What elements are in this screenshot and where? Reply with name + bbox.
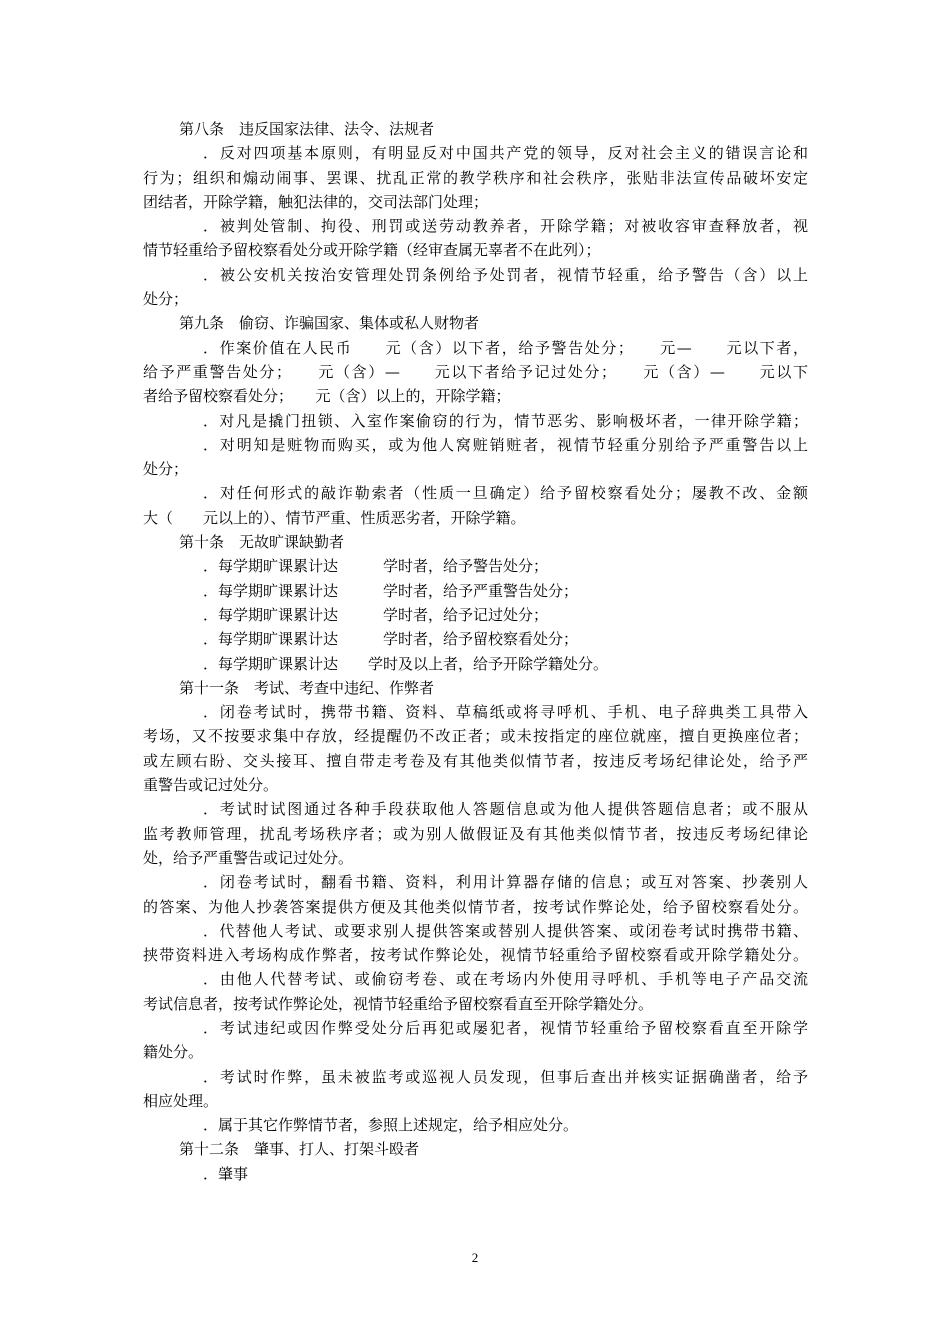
text-line: 重警告或记过处分。 [143,776,279,795]
text-line: ．每学期旷课累计达 学时者，给予严重警告处分； [203,581,579,600]
document-body [143,117,808,1186]
text-line: ．考试时作弊，虽未被监考或巡视人员发现，但事后查出并核实证据确凿者，给予 [203,1067,808,1086]
text-line: 考试信息者，按考试作弊论处，视情节轻重给予留校察看直至开除学籍处分。 [143,994,654,1013]
text-line: ．被公安机关按治安管理处罚条例给予处罚者，视情节轻重，给予警告（含）以上 [203,265,808,284]
text-line: 处分； [143,460,189,479]
text-line: 的答案、为他人抄袭答案提供方便及其他类似情节者，按考试作弊论处，给予留校察看处分。 [143,897,808,916]
article-heading: 第八条 违反国家法律、法令、法规者 [179,120,435,138]
article-heading: 第十二条 肇事、打人、打架斗殴者 [179,1140,420,1159]
text-line: ．考试违纪或因作弊受处分后再犯或屡犯者，视情节轻重给予留校察看直至开除学 [203,1018,808,1037]
text-line: ．属于其它作弊情节者，参照上述规定，给予相应处分。 [203,1116,579,1135]
article-heading: 第九条 偷窃、诈骗国家、集体或私人财物者 [179,314,480,333]
text-line: ．每学期旷课累计达 学时及以上者，给予开除学籍处分。 [203,654,609,673]
text-line: 处，给予严重警告或记过处分。 [143,848,354,867]
text-line: 籍处分。 [143,1043,204,1062]
article-heading: 第十一条 考试、考查中违纪、作弊者 [179,678,435,697]
text-line: ．由他人代替考试、或偷窃考卷、或在考场内外使用寻呼机、手机等电子产品交流 [203,970,808,989]
text-line: ．肇事 [203,1164,249,1183]
text-line: 考场，又不按要求集中存放，经提醒仍不改正者；或未按指定的座位就座，擅自更换座位者； [143,727,808,746]
text-line: ．考试时试图通过各种手段获取他人答题信息或为他人提供答题信息者；或不服从 [203,800,808,819]
text-line: 挟带资料进入考场构成作弊者，按考试作弊论处，视情节轻重给予留校察看或开除学籍处分。 [143,946,808,965]
text-line: ．对凡是撬门扭锁、入室作案偷窃的行为，情节恶劣、影响极坏者，一律开除学籍； [203,411,808,430]
text-line: 或左顾右盼、交头接耳、擅自带走考卷及有其他类似情节者，按违反考场纪律论处，给予严 [143,751,808,770]
text-line: ．每学期旷课累计达 学时者，给予警告处分； [203,557,549,576]
text-line: 相应处理。 [143,1091,219,1110]
text-line: 处分； [143,290,189,309]
text-line: 监考教师管理，扰乱考场秩序者；或为别人做假证及有其他类似情节者，按违反考场纪律论 [143,824,808,843]
text-line: 行为；组织和煽动闹事、罢课、扰乱正常的教学秩序和社会秩序，张贴非法宣传品破坏安定 [143,168,808,187]
text-line: 者给予留校察看处分； 元（含）以上的，开除学籍； [143,387,511,406]
text-line: ．对任何形式的敲诈勒索者（性质一旦确定）给予留校察看处分；屡教不改、金额 [203,484,808,503]
text-line: ．对明知是赃物而购买，或为他人窝赃销赃者，视情节轻重分别给予严重警告以上 [203,435,808,454]
text-line: ．反对四项基本原则，有明显反对中国共产党的领导，反对社会主义的错误言论和 [203,144,808,163]
text-line: ．每学期旷课累计达 学时者，给予留校察看处分； [203,630,579,649]
text-line: ．闭卷考试时，翻看书籍、资料，利用计算器存储的信息；或互对答案、抄袭别人 [203,873,808,892]
text-line: 情节轻重给予留校察看处分或开除学籍（经审查属无辜者不在此列）； [143,241,601,260]
text-line: ．代替他人考试、或要求别人提供答案或替别人提供答案、或闭卷考试时携带书籍、 [203,921,808,940]
text-line: 团结者，开除学籍，触犯法律的，交司法部门处理； [143,192,489,211]
article-heading: 第十条 无故旷课缺勤者 [179,533,345,552]
text-line: ．闭卷考试时，携带书籍、资料、草稿纸或将寻呼机、手机、电子辞典类工具带入 [203,703,808,722]
text-line: ．被判处管制、拘役、刑罚或送劳动教养者，开除学籍；对被收容审查释放者，视 [203,217,808,236]
text-line: ．作案价值在人民币 元（含）以下者，给予警告处分； 元— 元以下者， [203,338,808,357]
text-line: ．每学期旷课累计达 学时者，给予记过处分； [203,605,549,624]
page-number: 2 [471,1250,479,1265]
text-line: 大（ 元以上的）、情节严重、性质恶劣者，开除学籍。 [143,508,526,527]
text-line: 给予严重警告处分； 元（含）— 元以下者给予记过处分； 元（含）— 元以下 [143,362,808,381]
